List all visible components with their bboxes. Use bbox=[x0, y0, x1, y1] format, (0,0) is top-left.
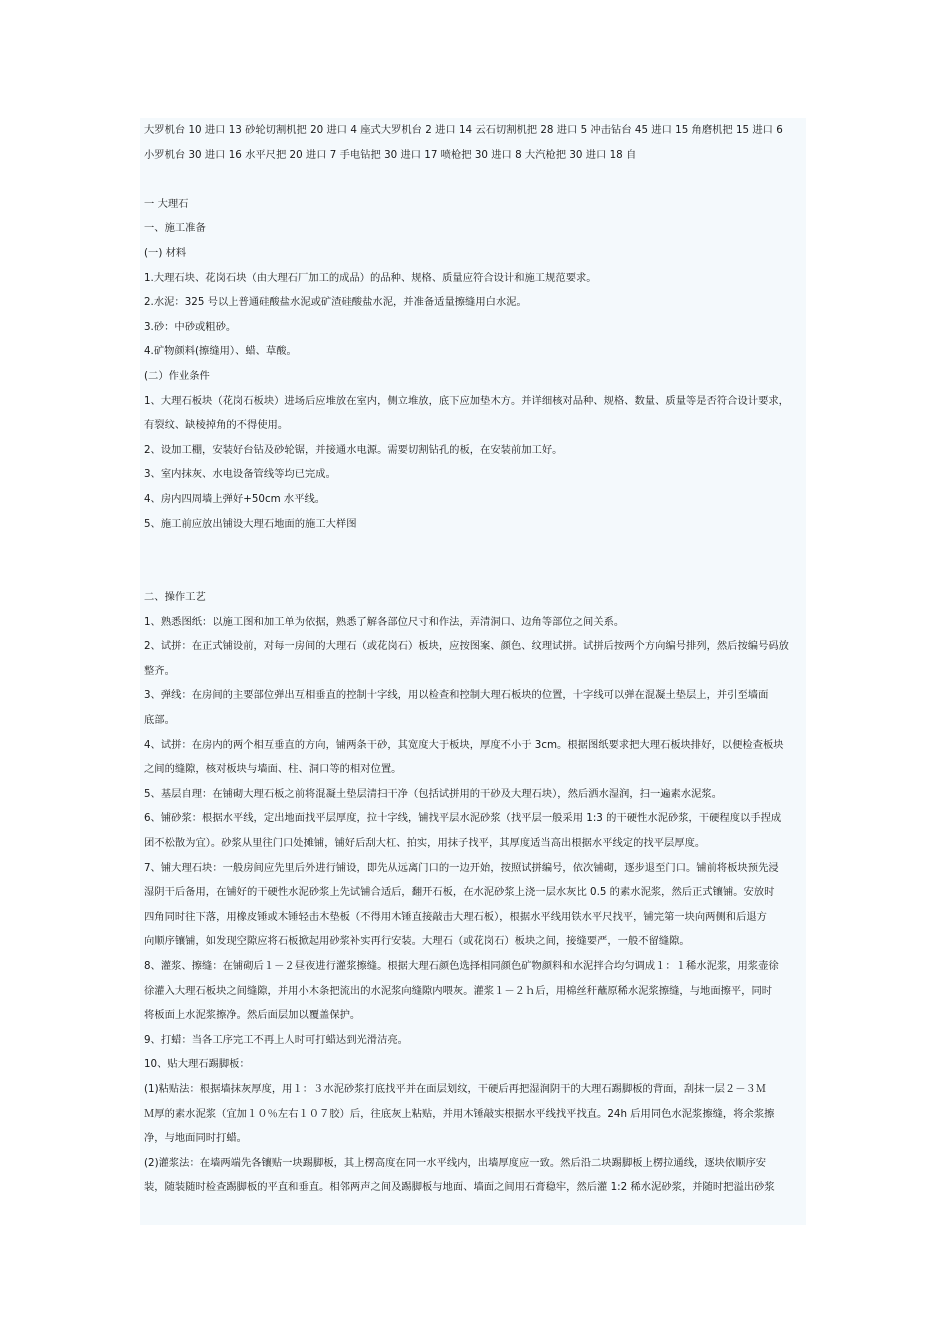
text-line: 3、弹线：在房间的主要部位弹出互相垂直的控制十字线，用以检查和控制大理石板块的位置，十字线可以弹在混凝土垫层上，并引至墙面 bbox=[144, 689, 769, 702]
text-line: 1、大理石板块（花岗石板块）进场后应堆放在室内，侧立堆放，底下应加垫木方。并详细核对品种、规格、数量、质量等是否符合设计要求， bbox=[144, 394, 789, 407]
text-line: Ｍ厚的素水泥浆（宜加１０％左右１０７胶）后，往底灰上粘贴，并用木锤敲实根据水平线找平找直。24h 后用同色水泥浆擦缝，将余浆擦 bbox=[144, 1107, 775, 1120]
text-line: 5、基层自理：在铺砌大理石板之前将混凝土垫层清扫干净（包括试拼用的干砂及大理石块），然后洒水湿润，扫一遍素水泥浆。 bbox=[144, 787, 723, 800]
text-line: 四角同时往下落，用橡皮锤或木锤轻击木垫板（不得用木锤直接敲击大理石板），根据水平线用铁水平尺找平，铺完第一块向两侧和后退方 bbox=[144, 910, 767, 923]
text-line: 净，与地面同时打蜡。 bbox=[144, 1132, 247, 1145]
text-line: 整齐。 bbox=[144, 664, 175, 677]
text-line: 4、试拼：在房内的两个相互垂直的方向，铺两条干砂，其宽度大于板块，厚度不小于 3cm。根据图纸要求把大理石板块排好，以便检查板块 bbox=[144, 738, 784, 751]
text-line: 4.矿物颜料(擦缝用）、蜡、草酸。 bbox=[144, 345, 297, 358]
text-line: 3、室内抹灰、水电设备管线等均已完成。 bbox=[144, 468, 336, 481]
text-line: 1.大理石块、花岗石块（由大理石厂加工的成品）的品种、规格、质量应符合设计和施工规范要求。 bbox=[144, 271, 597, 284]
text-line: 2.水泥：325 号以上普通硅酸盐水泥或矿渣硅酸盐水泥，并准备适量擦缝用白水泥。 bbox=[144, 296, 527, 309]
text-line: (1)粘贴法：根据墙抹灰厚度，用１：３水泥砂浆打底找平并在面层划纹，干硬后再把湿润阴干的大理石踢脚板的背面，刮抹一层２－３Ｍ bbox=[144, 1082, 767, 1095]
text-line: 7、铺大理石块：一般房间应先里后外进行铺设，即先从远离门口的一边开始，按照试拼编号，依次铺砌，逐步退至门口。铺前将板块预先浸 bbox=[144, 861, 779, 874]
text-line: 10、贴大理石踢脚板： bbox=[144, 1058, 250, 1071]
text-line: 3.砂：中砂或粗砂。 bbox=[144, 320, 237, 333]
text-line: 6、铺砂浆：根据水平线，定出地面找平层厚度，拉十字线，铺找平层水泥砂浆（找平层一般采用 1:3 的干硬性水泥砂浆，干硬程度以手捏成 bbox=[144, 812, 782, 825]
text-line bbox=[140, 1200, 806, 1225]
section-heading: 一 大理石 bbox=[144, 197, 189, 210]
text-line: 团不松散为宜）。砂浆从里往门口处摊铺，铺好后刮大杠、拍实，用抹子找平，其厚度适当高出根据水平线定的找平层厚度。 bbox=[144, 837, 706, 850]
text-line: 向顺序镶铺，如发现空隙应将石板掀起用砂浆补实再行安装。大理石（或花岗石）板块之间，接缝要严，一般不留缝隙。 bbox=[144, 935, 690, 948]
text-line: 装，随装随时检查踢脚板的平直和垂直。相邻两声之间及踢脚板与地面、墙面之间用石膏稳牢，然后灌 1:2 稀水泥砂浆，并随时把溢出砂浆 bbox=[144, 1181, 775, 1194]
section-heading: 二、操作工艺 bbox=[144, 591, 206, 604]
document-body bbox=[140, 118, 806, 1225]
text-line: 大罗机台 10 进口 13 砂轮切割机把 20 进口 4 座式大罗机台 2 进口 14 云石切割机把 28 进口 5 冲击钻台 45 进口 15 角磨机把 15 进口 6 bbox=[144, 124, 783, 136]
text-line: 底部。 bbox=[144, 714, 175, 727]
text-line: 徐灌入大理石板块之间缝隙，并用小木条把流出的水泥浆向缝隙内喂灰。灌浆１－２ｈ后，用棉丝秆蘸原稀水泥浆擦缝，与地面擦平，同时 bbox=[144, 984, 773, 997]
blank-line bbox=[140, 167, 806, 192]
text-line: 2、设加工棚，安装好台钻及砂轮锯，并接通水电源。需要切割钻孔的板，在安装前加工好。 bbox=[144, 443, 563, 456]
text-line: 有裂纹、缺棱掉角的不得使用。 bbox=[144, 419, 289, 432]
subsection-heading: (二）作业条件 bbox=[144, 369, 210, 382]
text-line: 1、熟悉图纸：以施工图和加工单为依据，熟悉了解各部位尺寸和作法，弄清洞口、边角等部位之间关系。 bbox=[144, 615, 625, 628]
text-line: 将板面上水泥浆擦净。然后面层加以覆盖保护。 bbox=[144, 1009, 361, 1022]
text-line: 湿阴干后备用，在铺好的干硬性水泥砂浆上先试铺合适后，翻开石板，在水泥砂浆上浇一层水灰比 0.5 的素水泥浆，然后正式镶铺。安放时 bbox=[144, 886, 775, 899]
text-line: (2)灌浆法：在墙两端先各镶贴一块踢脚板，其上楞高度在同一水平线内，出墙厚度应一致。然后沿二块踢脚板上楞拉通线，逐块依顺序安 bbox=[144, 1156, 767, 1169]
text-line: 9、打蜡：当各工序完工不再上人时可打蜡达到光滑洁亮。 bbox=[144, 1033, 408, 1046]
section-heading: 一、施工准备 bbox=[144, 222, 206, 235]
text-line: 2、试拼：在正式铺设前，对每一房间的大理石（或花岗石）板块，应按图案、颜色、纹理试拼。试拼后按两个方向编号排列，然后按编号码放 bbox=[144, 640, 789, 653]
text-line: 8、灌浆、擦缝：在铺砌后１－２昼夜进行灌浆擦缝。根据大理石颜色选择相同颜色矿物颜料和水泥拌合均匀调成１：１稀水泥浆，用浆壶徐 bbox=[144, 960, 779, 972]
text-line: 之间的缝隙，核对板块与墙面、柱、洞口等的相对位置。 bbox=[144, 763, 402, 776]
subsection-heading: (一) 材料 bbox=[144, 246, 187, 259]
text-line: 4、房内四周墙上弹好+50cm 水平线。 bbox=[144, 492, 326, 505]
text-line: 小罗机台 30 进口 16 水平尺把 20 进口 7 手电钻把 30 进口 17 喷枪把 30 进口 8 大汽枪把 30 进口 18 自 bbox=[144, 148, 637, 161]
blank-line bbox=[140, 536, 806, 585]
text-line: 5、施工前应放出铺设大理石地面的施工大样图 bbox=[144, 517, 357, 530]
